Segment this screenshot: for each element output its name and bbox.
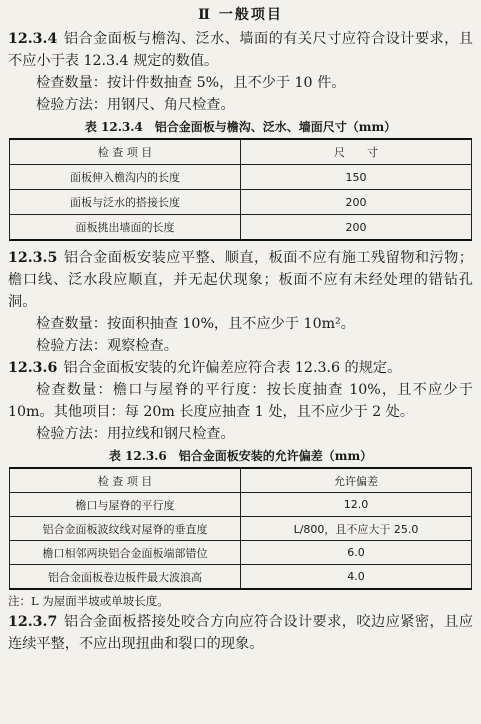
clause-text: 铝合金面板搭接处咬合方向应符合设计要求，咬边应紧密，且应连续平整，不应出现扭曲和裂口的现象。 — [8, 614, 473, 652]
table-row — [10, 165, 472, 190]
table-cell: L/800，且不应大于 25.0 — [241, 517, 472, 541]
table-cell: 檐口与屋脊的平行度 — [10, 493, 241, 517]
header-cell: 尺 寸 — [241, 139, 472, 165]
check-method: 检验方法：用拉线和钢尺检查。 — [36, 426, 235, 442]
clause-text: 铝合金面板安装应平整、顺直，板面不应有施工残留物和污物；檐口线、泛水段应顺直，并无起伏现象；板面不应有未经处理的错钻孔洞。 — [8, 250, 473, 310]
dimension-table — [9, 138, 472, 241]
clause-12-3-6 — [8, 357, 473, 379]
table-cell: 面板与泛水的搭接长度 — [10, 190, 241, 215]
table-cell: 铝合金面板卷边板件最大波浪高 — [10, 565, 241, 590]
table-cell: 面板挑出墙面的长度 — [10, 215, 241, 241]
table-row — [10, 190, 472, 215]
table-row — [10, 565, 472, 590]
table-cell: 4.0 — [241, 565, 472, 590]
table-row — [10, 541, 472, 565]
table-note: 注：L 为屋面半坡或单坡长度。 — [8, 594, 169, 608]
check-method: 检验方法：用钢尺、角尺检查。 — [36, 97, 235, 113]
table-cell: 12.0 — [241, 493, 472, 517]
clause-number: 12.3.4 — [8, 31, 58, 47]
check-quantity: 检查数量：按面积抽查 10%，且不应少于 10m²。 — [36, 316, 355, 332]
clause-12-3-4 — [8, 28, 473, 72]
table-cell: 200 — [241, 190, 472, 215]
table-header-row — [10, 468, 472, 493]
table-header-row — [10, 139, 472, 165]
check-quantity: 检查数量：按计件数抽查 5%，且不少于 10 件。 — [36, 75, 346, 91]
table-row — [10, 493, 472, 517]
check-quantity: 检查数量：檐口与屋脊的平行度：按长度抽查 10%，且不应少于 10m。其他项目：每 20m 长度应抽查 1 处，且不应少于 2 处。 — [8, 382, 473, 420]
clause-number: 12.3.7 — [8, 614, 58, 630]
table-caption: 表 12.3.4 铝合金面板与檐沟、泛水、墙面尺寸（mm） — [84, 120, 397, 134]
header-cell: 允许偏差 — [241, 468, 472, 493]
table-caption: 表 12.3.6 铝合金面板安装的允许偏差（mm） — [108, 449, 373, 463]
clause-number: 12.3.6 — [8, 360, 58, 376]
header-cell: 检 查 项 目 — [10, 139, 241, 165]
table-cell: 6.0 — [241, 541, 472, 565]
section-heading: Ⅱ 一般项目 — [198, 7, 283, 23]
clause-12-3-5 — [8, 247, 473, 313]
check-method: 检验方法：观察检查。 — [36, 338, 178, 354]
table-cell: 檐口相邻两块铝合金面板端部错位 — [10, 541, 241, 565]
clause-number: 12.3.5 — [8, 250, 58, 266]
table-row — [10, 215, 472, 241]
deviation-table — [9, 467, 472, 590]
table-cell: 150 — [241, 165, 472, 190]
clause-text: 铝合金面板与檐沟、泛水、墙面的有关尺寸应符合设计要求，且不应小于表 12.3.4 规定的数值。 — [8, 31, 473, 69]
table-cell: 面板伸入檐沟内的长度 — [10, 165, 241, 190]
table-row — [10, 517, 472, 541]
table-cell: 铝合金面板波纹线对屋脊的垂直度 — [10, 517, 241, 541]
header-cell: 检 查 项 目 — [10, 468, 241, 493]
clause-12-3-7 — [8, 611, 473, 655]
table-cell: 200 — [241, 215, 472, 241]
clause-text: 铝合金面板安装的允许偏差应符合表 12.3.6 的规定。 — [63, 360, 402, 376]
